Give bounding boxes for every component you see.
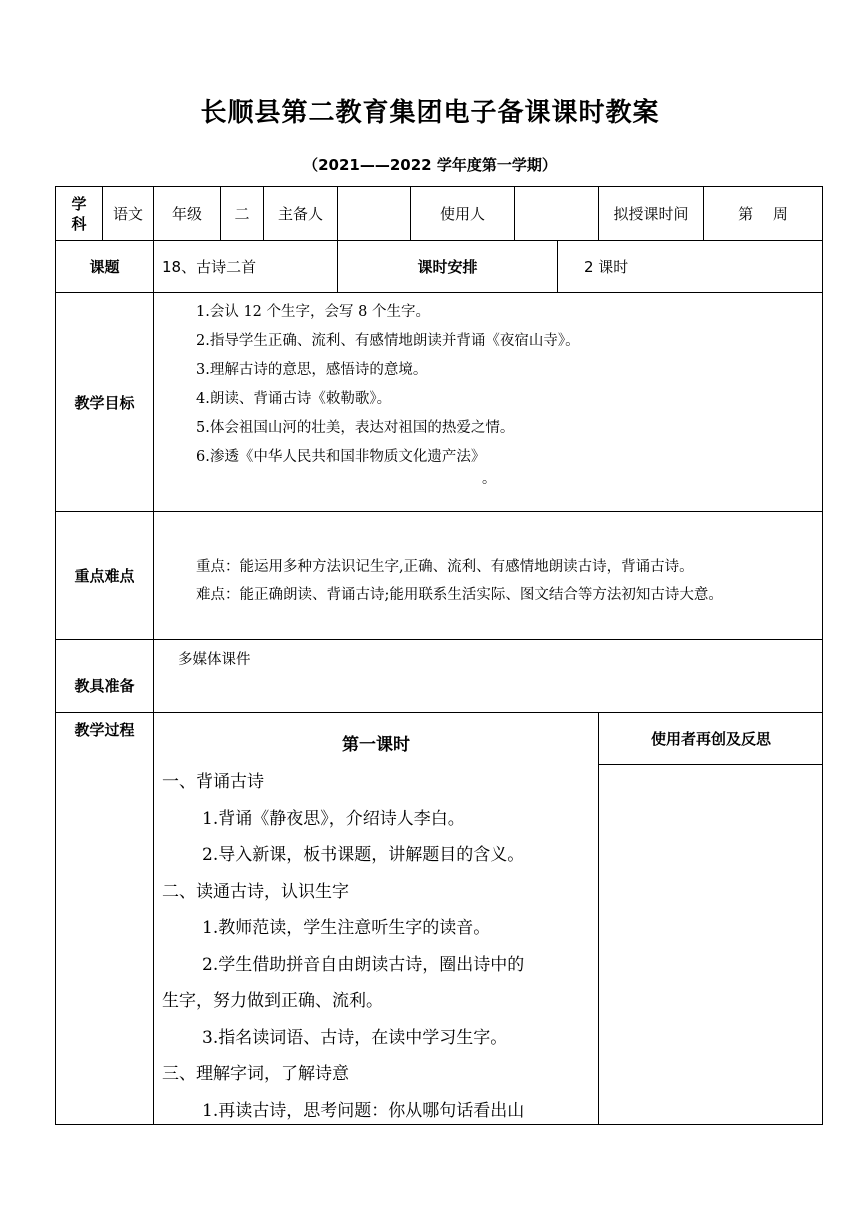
- schedule-label: 课时安排: [417, 258, 478, 276]
- col-divider: [153, 186, 154, 1125]
- col-divider: [598, 712, 599, 1125]
- process-line: 二、读通古诗，认识生字: [162, 881, 349, 902]
- process-line: 三、理解字词，了解诗意: [162, 1064, 349, 1084]
- preparer-label: 主备人: [277, 205, 323, 223]
- user-label: 使用人: [439, 205, 485, 223]
- objective-item: 6.渗透《中华人民共和国非物质文化遗产法》: [196, 449, 486, 465]
- focus-text: 重点：能运用多种方法识记生字,正确、流利、有感情地朗读古诗，背诵古诗。: [196, 559, 694, 575]
- objective-item: 2.指导学生正确、流利、有感情地朗读并背诵《夜宿山寺》。: [196, 333, 580, 349]
- process-line: 1.背诵《静夜思》，介绍诗人李白。: [202, 808, 465, 829]
- planned-time-value: 第 周: [738, 205, 788, 223]
- objective-item: 3.理解古诗的意思，感悟诗的意境。: [196, 362, 428, 378]
- objectives-label: 教学目标: [74, 393, 135, 412]
- process-line: 3.指名读词语、古诗，在读中学习生字。: [202, 1027, 508, 1048]
- equipment-label: 教具准备: [74, 676, 135, 695]
- objective-item: 5.体会祖国山河的壮美，表达对祖国的热爱之情。: [196, 420, 515, 436]
- process-line: 1.再读古诗，思考问题：你从哪句话看出山: [202, 1100, 525, 1121]
- equipment-value: 多媒体课件: [178, 652, 251, 668]
- difficulty-text: 难点：能正确朗读、背诵古诗;能用联系生活实际、图文结合等方法初知古诗大意。: [196, 587, 723, 603]
- topic-label: 课题: [89, 258, 120, 276]
- subject-value: 语文: [112, 205, 143, 223]
- objective-item: 1.会认 12 个生字，会写 8 个生字。: [196, 304, 430, 320]
- process-line: 2.学生借助拼音自由朗读古诗，圈出诗中的: [202, 954, 525, 975]
- topic-value: 18、古诗二首: [162, 258, 257, 276]
- key-points-text: [196, 553, 723, 609]
- objective-item: 4.朗读、背诵古诗《敕勒歌》。: [196, 391, 392, 407]
- row-divider: [55, 511, 823, 512]
- lesson-heading: 第一课时: [342, 735, 410, 755]
- objective-trailing-mark: 。: [482, 471, 496, 487]
- reflection-label: 使用者再创及反思: [650, 730, 771, 748]
- schedule-value: 2 课时: [584, 258, 629, 276]
- process-line: 生字，努力做到正确、流利。: [162, 991, 383, 1011]
- row-divider: [55, 292, 823, 293]
- document-title: 长顺县第二教育集团电子备课课时教案: [200, 98, 660, 128]
- planned-time-label: 拟授课时间: [613, 205, 689, 223]
- process-line: 一、背诵古诗: [162, 772, 264, 792]
- grade-label: 年级: [171, 205, 202, 223]
- row-divider: [55, 639, 823, 640]
- user-value: [515, 187, 598, 240]
- preparer-value: [338, 187, 410, 240]
- subject-label: 学科: [71, 194, 87, 233]
- process-line: 2.导入新课，板书课题，讲解题目的含义。: [202, 845, 525, 865]
- grade-value: 二: [234, 205, 250, 223]
- process-steps: [162, 764, 596, 1129]
- process-label: 教学过程: [74, 720, 135, 739]
- process-line: 1.教师范读，学生注意听生字的读音。: [202, 918, 491, 938]
- key-points-label: 重点难点: [74, 567, 135, 585]
- reflection-divider: [598, 764, 823, 765]
- objectives-list: [196, 298, 580, 472]
- school-year: （2021——2022 学年度第一学期）: [303, 156, 557, 174]
